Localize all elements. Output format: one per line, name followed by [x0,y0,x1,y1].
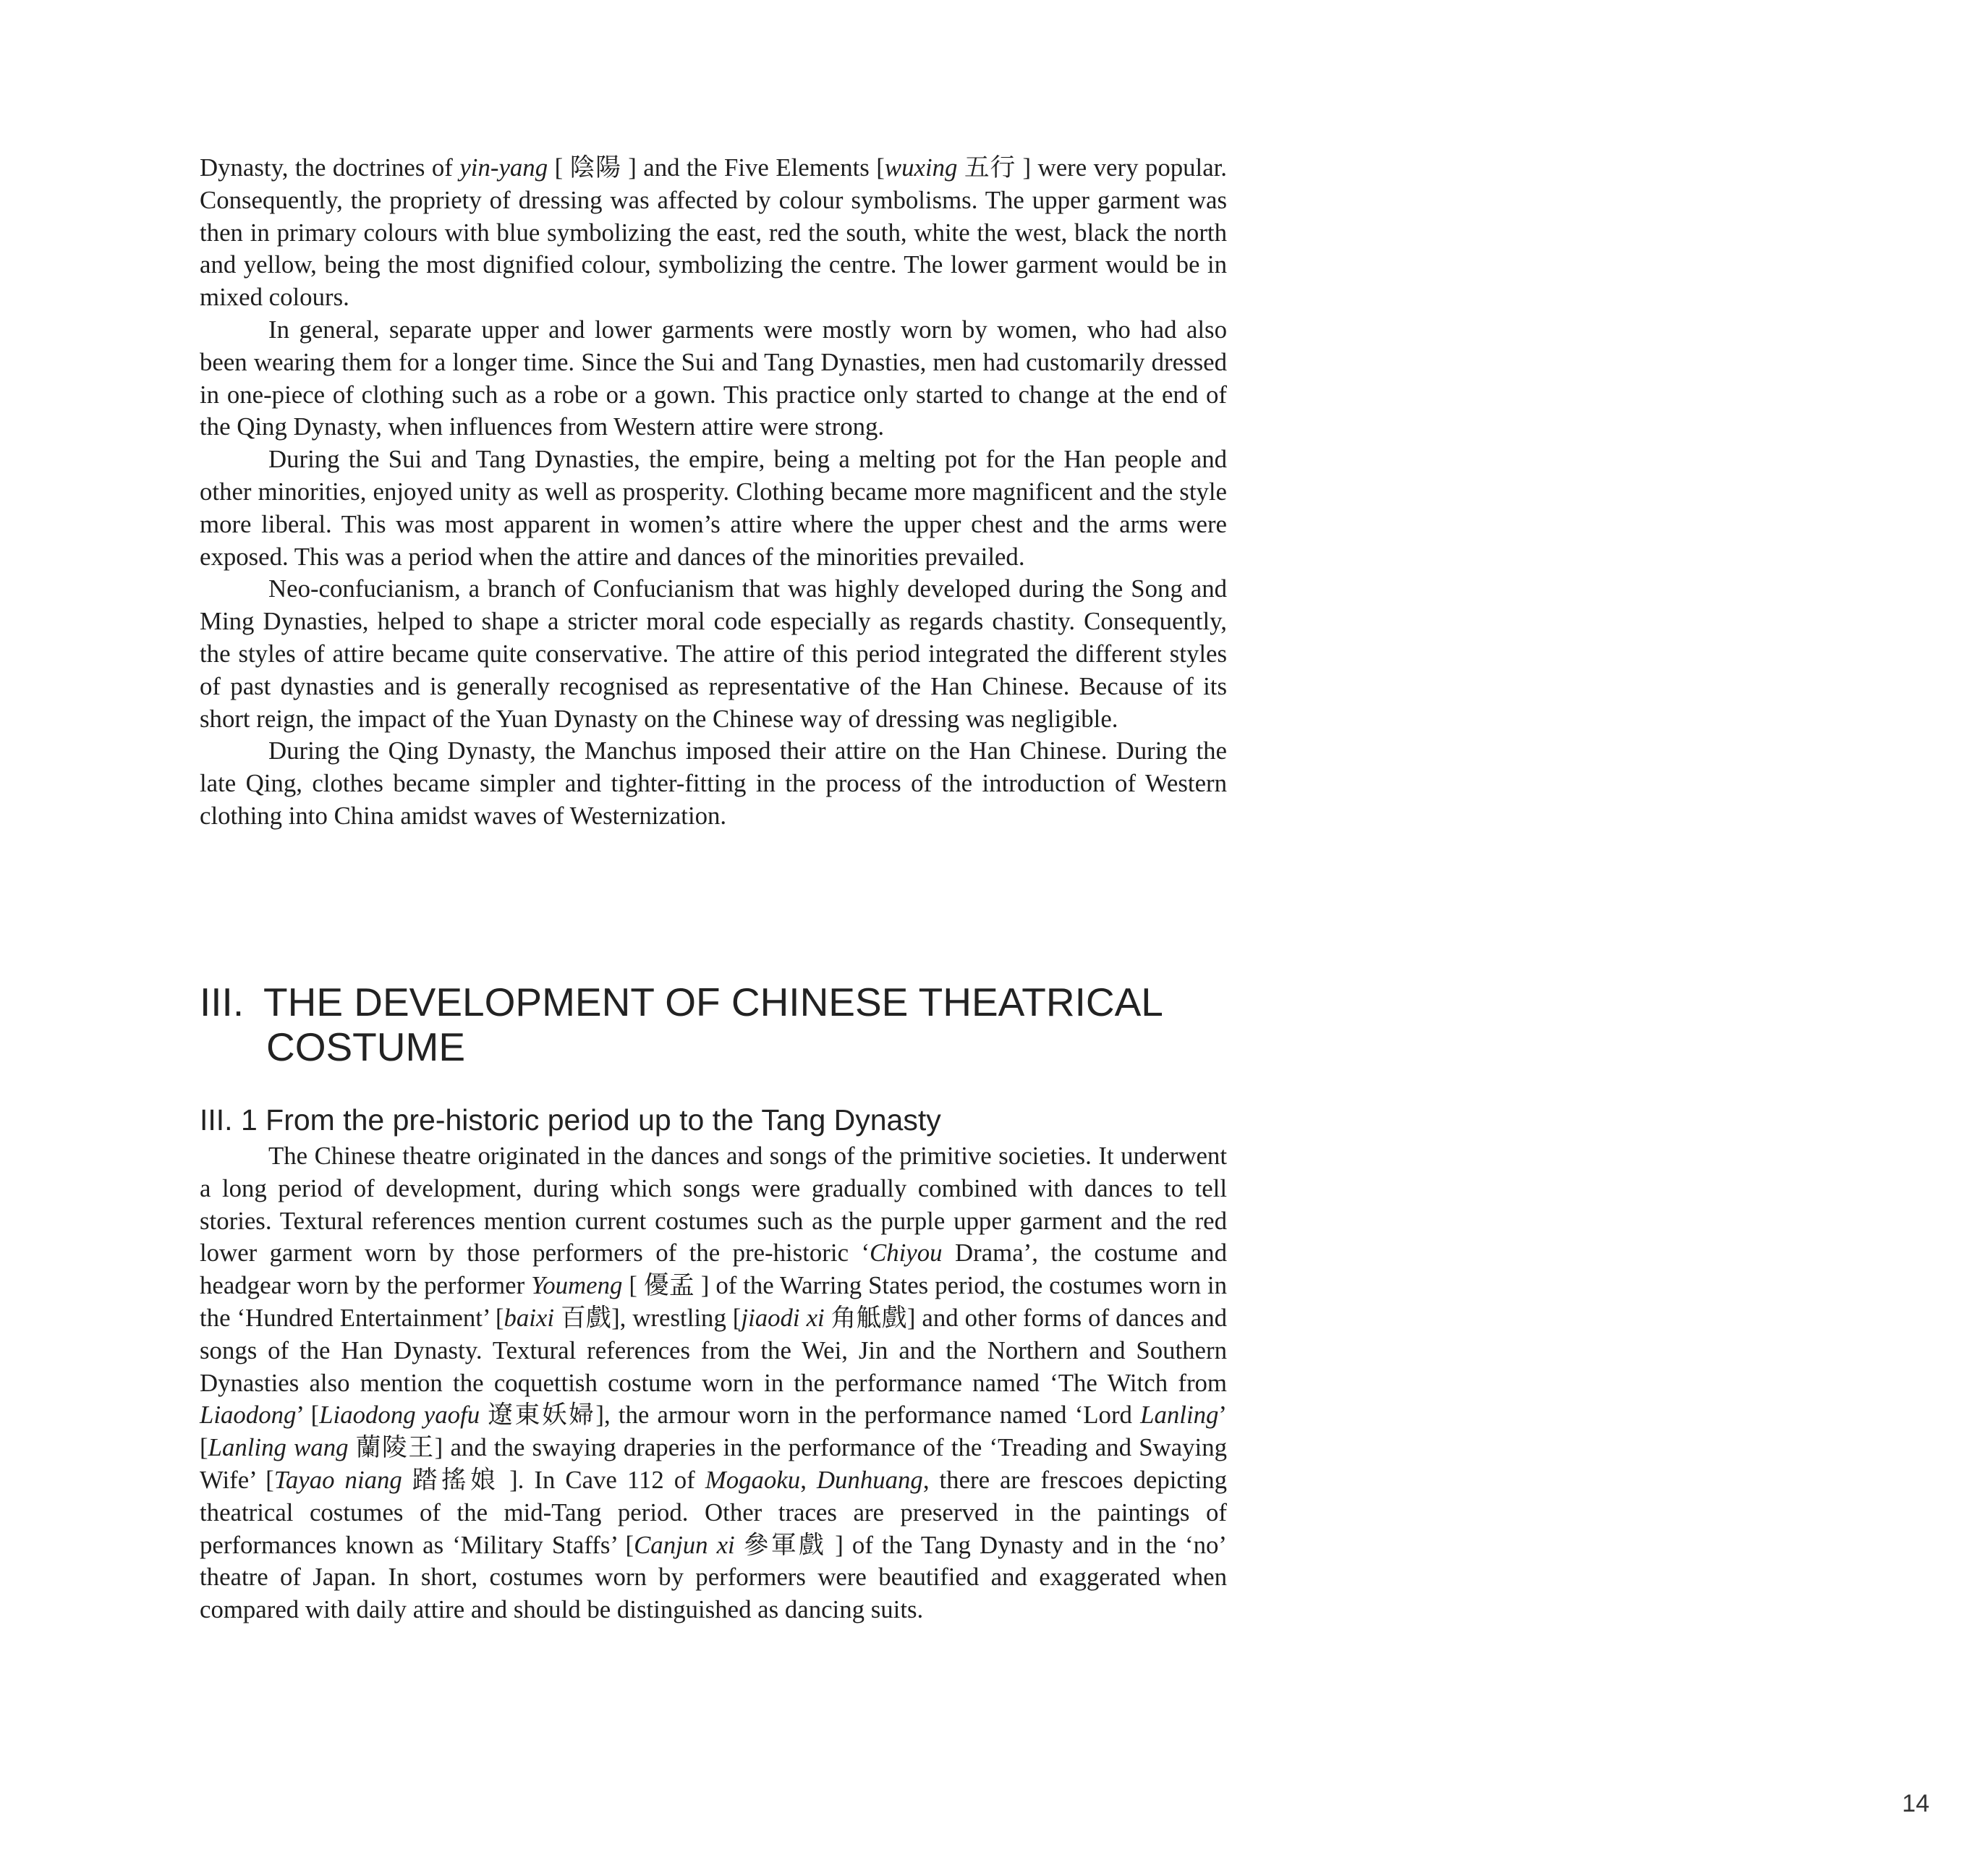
section-number: III. [200,980,245,1024]
paragraph-6: The Chinese theatre originated in the dances and songs of the primitive societies. It underwent a long period of development, during which songs were gradually combined with dances to tell stories. Textural references mention current costumes such as the purple upper garment and the red lower garment worn by those performers of the pre-historic ‘Chiyou Drama’, the costume and headgear worn by the performer Youmeng [ 優孟 ] of the Warring States period, the costumes worn in the ‘Hundred Entertainment’ [baixi 百戲], wrestling [jiaodi xi 角觝戲] and other forms of dances and songs of the Han Dynasty. Textural references from the Wei, Jin and the Northern and Southern Dynasties also mention the coquettish costume worn in the performance named ‘The Witch from Liaodong’ [Liaodong yaofu 遼東妖婦], the armour worn in the performance named ‘Lord Lanling’ [Lanling wang 蘭陵王] and the swaying draperies in the performance of the ‘Treading and Swaying Wife’ [Tayao niang 踏搖娘 ]. In Cave 112 of Mogaoku, Dunhuang, there are frescoes depicting theatrical costumes of the mid-Tang period. Other traces are preserved in the paintings of performances known as ‘Military Staffs’ [Canjun xi 參軍戲 ] of the Tang Dynasty and in the ‘no’ theatre of Japan. In short, costumes worn by performers were beautified and exaggerated when compared with daily attire and should be distinguished as dancing suits. [200,1142,1228,1624]
paragraph-2: In general, separate upper and lower garments were mostly worn by women, who had also been wearing them for a longer time. Since the Sui and Tang Dynasties, men had customarily dressed in one-piece of clothing such as a robe or a gown. This practice only started to change at the end of the Qing Dynasty, when influences from Western attire were strong. [200,315,1227,441]
section-title-line-1: THE DEVELOPMENT OF CHINESE THEATRICAL [263,980,1163,1024]
section-heading [200,980,1241,1069]
paragraph-3: During the Sui and Tang Dynasties, the empire, being a melting pot for the Han people and other minorities, enjoyed unity as well as prosperity. Clothing became more magnificent and the style more liberal. This was most apparent in women’s attire where the upper chest and the arms were exposed. This was a period when the attire and dances of the minorities prevailed. [200,445,1227,571]
paragraph-1: Dynasty, the doctrines of yin-yang [ 陰陽 ] and the Five Elements [wuxing 五行 ] were very popular. Consequently, the propriety of dressing was affected by colour symbolisms. The upper garment was then in primary colours with blue symbolizing the east, red the south, white the west, black the north and yellow, being the most dignified colour, symbolizing the centre. The lower garment would be in mixed colours. [200,153,1228,312]
paragraph-5: During the Qing Dynasty, the Manchus imposed their attire on the Han Chinese. During the late Qing, clothes became simpler and tighter-fitting in the process of the introduction of Western clothing into China amidst waves of Westernization. [200,736,1227,830]
page-number: 14 [1902,1790,1929,1817]
section-title-line-2: COSTUME [266,1024,465,1069]
body-text-top [200,152,1227,833]
sub-heading: III. 1 From the pre-historic period up to the Tang Dynasty [200,1103,941,1137]
paragraph-4: Neo-confucianism, a branch of Confucianism that was highly developed during the Song and Ming Dynasties, helped to shape a stricter moral code especially as regards chastity. Consequently, the styles of attire became quite conservative. The attire of this period integrated the different styles of past dynasties and is generally recognised as representative of the Han Chinese. Because of its short reign, the impact of the Yuan Dynasty on the Chinese way of dressing was negligible. [200,574,1227,733]
body-text-bottom [200,1140,1227,1626]
